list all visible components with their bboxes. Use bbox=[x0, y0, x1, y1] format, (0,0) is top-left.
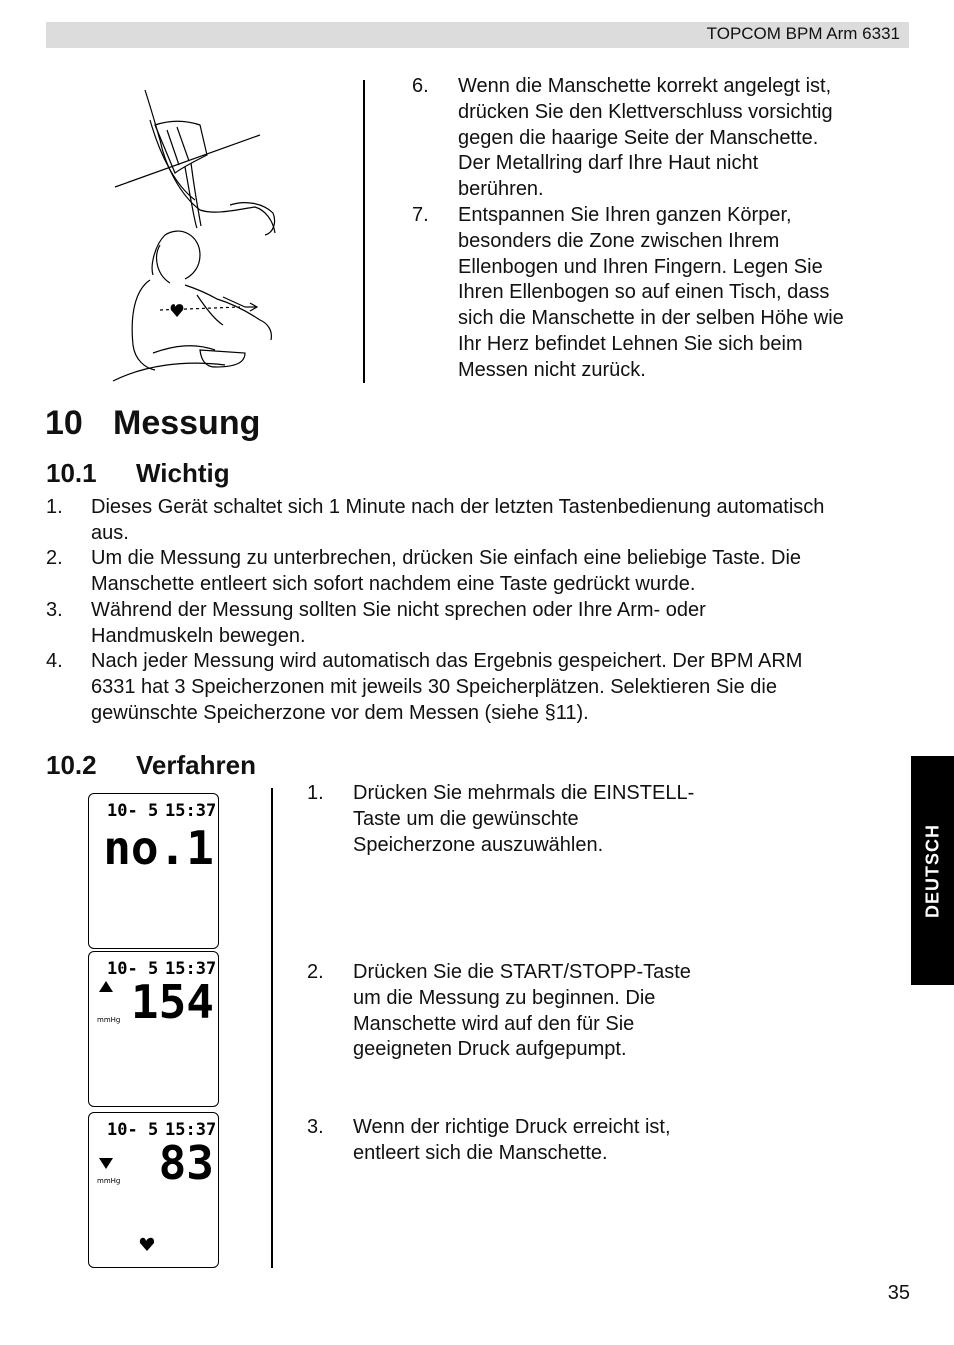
lcd-time: 15:37 bbox=[165, 1120, 217, 1140]
text-line: Der Metallring darf Ihre Haut nicht bbox=[458, 152, 759, 175]
text-line: Um die Messung zu unterbrechen, drücken Sie einfach eine beliebige Taste. Die bbox=[91, 547, 802, 569]
lcd-time: 15:37 bbox=[165, 801, 217, 821]
lcd-date: 10- 5 bbox=[107, 959, 159, 979]
section-10-1-heading bbox=[46, 458, 230, 489]
list-item bbox=[91, 649, 802, 726]
lcd-value: 83 bbox=[158, 1136, 214, 1190]
text-line: Ellenbogen und Ihren Fingern. Legen Sie bbox=[458, 255, 823, 278]
text-line: Nach jeder Messung wird automatisch das Ergebnis gespeichert. Der BPM ARM bbox=[91, 650, 803, 672]
lcd-value: no.1 bbox=[103, 821, 214, 875]
lcd-date: 10- 5 bbox=[107, 1120, 159, 1140]
list-number: 1. bbox=[46, 496, 63, 518]
cuff-placement-illustration bbox=[105, 85, 285, 385]
step-7-number: 7. bbox=[412, 204, 429, 226]
step-number: 1. bbox=[307, 782, 324, 804]
text-line: Drücken Sie die START/STOPP-Taste bbox=[353, 961, 691, 983]
text-line: Manschette entleert sich sofort nachdem eine Taste gedrückt wurde. bbox=[91, 572, 696, 595]
text-line: Entspannen Sie Ihren ganzen Körper, bbox=[458, 204, 792, 226]
step-6-text bbox=[458, 74, 833, 203]
arrow-down-icon bbox=[99, 1158, 113, 1169]
section-title: Messung bbox=[113, 404, 261, 442]
lcd-time: 15:37 bbox=[165, 959, 217, 979]
list-number: 3. bbox=[46, 599, 63, 621]
text-line: sich die Manschette in der selben Höhe wie bbox=[458, 307, 844, 330]
section-10-heading bbox=[45, 404, 260, 443]
list-item bbox=[91, 546, 801, 598]
header-title: TOPCOM BPM Arm 6331 bbox=[706, 24, 900, 43]
text-line: geeigneten Druck aufgepumpt. bbox=[353, 1038, 627, 1061]
text-line: aus. bbox=[91, 521, 129, 544]
list-item bbox=[91, 495, 824, 547]
step-text bbox=[353, 1115, 671, 1167]
language-tab-label: DEUTSCH bbox=[922, 823, 942, 918]
text-line: um die Messung zu beginnen. Die bbox=[353, 986, 656, 1009]
text-line: Manschette wird auf den für Sie bbox=[353, 1012, 635, 1035]
step-text bbox=[353, 960, 691, 1063]
section-title: Wichtig bbox=[136, 458, 230, 488]
page-number: 35 bbox=[887, 1282, 910, 1304]
section-number: 10.2 bbox=[46, 750, 97, 780]
list-number: 4. bbox=[46, 650, 63, 672]
text-line: 6331 hat 3 Speicherzonen mit jeweils 30 Speicherplätzen. Selektieren Sie die bbox=[91, 675, 777, 698]
text-line: Ihren Ellenbogen so auf einen Tisch, dass bbox=[458, 281, 830, 304]
section-title: Verfahren bbox=[136, 750, 256, 780]
text-line: Wenn der richtige Druck erreicht ist, bbox=[353, 1116, 671, 1138]
arrow-up-icon bbox=[99, 981, 113, 992]
section-number: 10 bbox=[45, 404, 83, 442]
text-line: Während der Messung sollten Sie nicht sprechen oder Ihre Arm- oder bbox=[91, 599, 706, 621]
lcd-display-memory-zone bbox=[88, 793, 219, 949]
text-line: Speicherzone auszuwählen. bbox=[353, 833, 604, 856]
list-number: 2. bbox=[46, 547, 63, 569]
text-line: Wenn die Manschette korrekt angelegt ist, bbox=[458, 75, 832, 97]
lcd-screen bbox=[89, 952, 218, 1106]
text-line: Ihr Herz befindet Lehnen Sie sich beim bbox=[458, 332, 803, 355]
text-line: Dieses Gerät schaltet sich 1 Minute nach der letzten Tastenbedienung automatisch bbox=[91, 496, 825, 518]
text-line: Taste um die gewünschte bbox=[353, 807, 579, 830]
text-line: gewünschte Speicherzone vor dem Messen (siehe §11). bbox=[91, 701, 589, 724]
lcd-value: 154 bbox=[130, 975, 214, 1029]
text-line: gegen die haarige Seite der Manschette. bbox=[458, 126, 819, 149]
column-divider bbox=[271, 788, 273, 1268]
heart-icon bbox=[171, 304, 184, 317]
language-tab bbox=[911, 756, 954, 985]
list-item bbox=[91, 598, 706, 650]
step-6-number: 6. bbox=[412, 75, 429, 97]
text-line: entleert sich die Manschette. bbox=[353, 1141, 608, 1164]
lcd-display-deflating bbox=[88, 1112, 219, 1268]
step-7-text bbox=[458, 203, 844, 384]
lcd-unit: mmHg bbox=[97, 1177, 121, 1185]
section-number: 10.1 bbox=[46, 458, 97, 488]
lcd-screen bbox=[89, 1113, 218, 1267]
lcd-display-inflating bbox=[88, 951, 219, 1107]
section-10-2-heading bbox=[46, 750, 256, 781]
text-line: Messen nicht zurück. bbox=[458, 358, 646, 381]
text-line: drücken Sie den Klettverschluss vorsichtig bbox=[458, 100, 833, 123]
text-line: Handmuskeln bewegen. bbox=[91, 624, 306, 647]
text-line: berühren. bbox=[458, 178, 544, 201]
text-line: besonders die Zone zwischen Ihrem bbox=[458, 229, 780, 252]
step-number: 2. bbox=[307, 961, 324, 983]
step-number: 3. bbox=[307, 1116, 324, 1138]
column-divider bbox=[363, 80, 365, 383]
step-text bbox=[353, 781, 694, 858]
text-line: Drücken Sie mehrmals die EINSTELL- bbox=[353, 782, 695, 804]
lcd-unit: mmHg bbox=[97, 1016, 121, 1024]
heart-icon bbox=[140, 1238, 154, 1251]
lcd-screen bbox=[89, 794, 218, 948]
lcd-date: 10- 5 bbox=[107, 801, 159, 821]
